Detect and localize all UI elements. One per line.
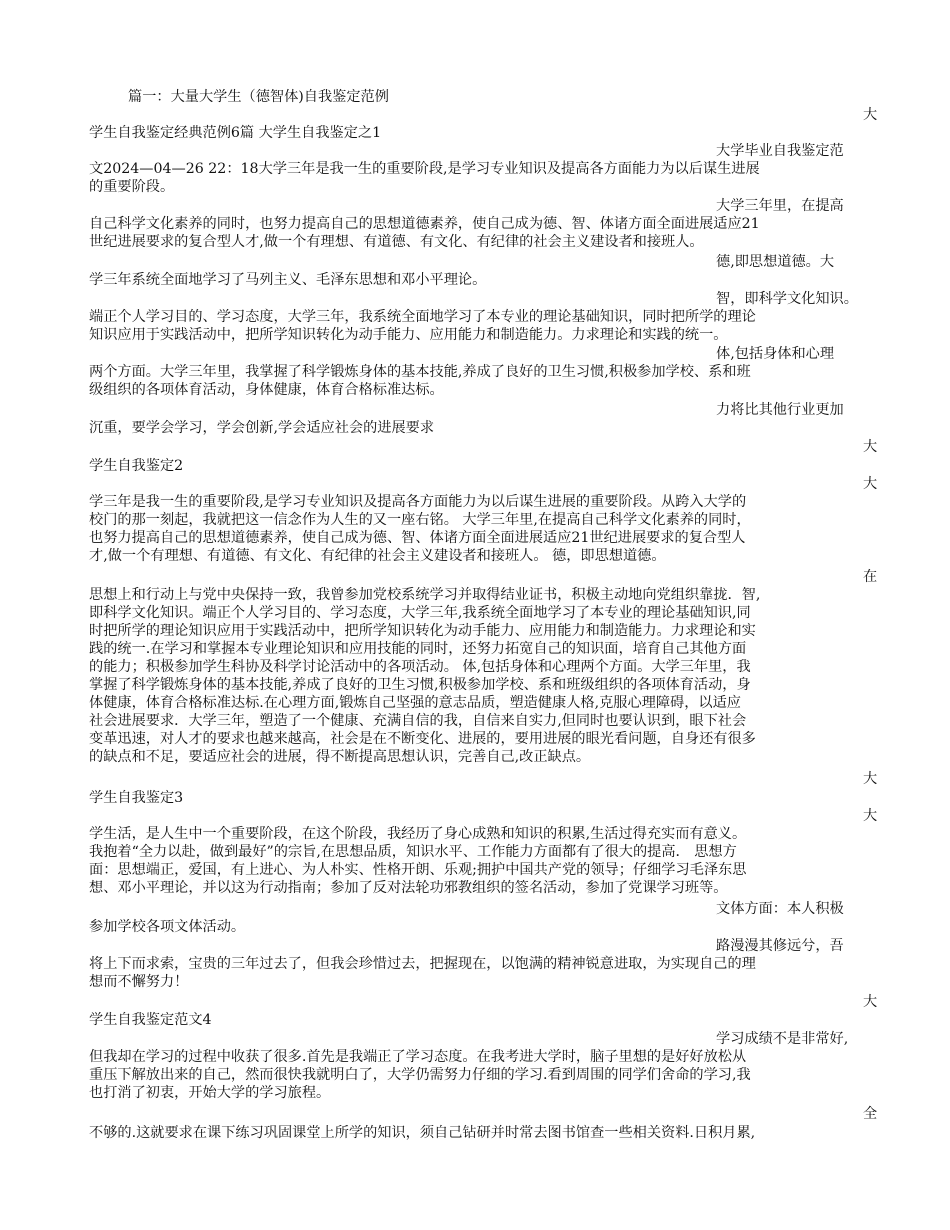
text-line: 变革迅速，对人才的要求也越来越高，社会是在不断变化、进展的，要用进展的眼光看问题，自身还有很多 [89,731,756,747]
text-line: 也打消了初衷，开始大学的学习旅程。 [89,1085,331,1101]
text-line: 校门的那一刻起，我就把这一信念作为人生的又一座右铭。 大学三年里,在提高自己科学文化素养的同时， [89,512,751,528]
text-line: 德,即思想道德。大 [716,254,835,270]
text-line: 端正个人学习目的、学习态度，大学三年，我系统全面地学习了本专业的理论基础知识，同时把所学的理论 [89,309,756,325]
text-line: 的能力；积极参加学生科协及科学讨论活动中的各项活动。 体,包括身体和心理两个方面。大学三年里，我 [89,659,751,675]
text-line: 践的统一.在学习和掌握本专业理论知识和应用技能的同时，还努力拓宽自己的知识面，培育自己其他方面 [89,641,747,657]
text-line: 我抱着“全力以赴，做到最好”的宗旨,在思想品质，知识水平、工作能力方面都有了很大的提高． 思想方 [89,844,737,860]
text-line: 也努力提高自己的思想道德素养，使自己成为德、智、体诸方面全面进展适应21世纪进展要求的复合型人 [89,530,746,546]
text-line: 学生自我鉴定3 [89,790,184,806]
text-line: 学生活，是人生中一个重要阶段，在这个阶段，我经历了身心成熟和知识的积累,生活过得充实而有意义。 [89,826,747,842]
text-line: 面：思想端正，爱国，有上进心、为人朴实、性格开朗、乐观;拥护中国共产党的领导；仔细学习毛泽东思 [89,862,747,878]
text-line: 大 [863,476,878,492]
text-line: 大学毕业自我鉴定范 [716,143,844,159]
text-line: 力将比其他行业更加 [716,402,844,418]
text-line: 体健康，体育合格标准达标.在心理方面,锻炼自己坚强的意志品质，塑造健康人格,克服心理障碍，以适应 [89,695,741,711]
text-line: 的重要阶段。 [89,179,175,195]
text-line: 级组织的各项体育活动，身体健康，体育合格标准达标。 [89,382,444,398]
text-line: 的缺点和不足，要适应社会的进展，得不断提高思想认识，完善自己,改正缺点。 [89,749,591,765]
text-line: 思想上和行动上与党中央保持一致，我曾参加党校系统学习并取得结业证书，积极主动地向党组织靠拢．智, [89,587,761,603]
text-line: 沉重，要学会学习，学会创新,学会适应社会的进展要求 [89,420,435,436]
text-line: 掌握了科学锻炼身体的基本技能,养成了良好的卫生习惯,积极参加学校、系和班级组织的各项体育活动，身 [89,677,751,693]
text-line: 社会进展要求．大学三年，塑造了一个健康、充满自信的我，自信来自实力,但同时也要认识到，眼下社会 [89,713,747,729]
text-line: 文体方面：本人积极 [716,901,844,917]
text-line: 但我却在学习的过程中收获了很多.首先是我端正了学习态度。在我考进大学时，脑子里想的是好好放松从 [89,1049,747,1065]
text-line: 学生自我鉴定经典范例6篇 大学生自我鉴定之1 [89,125,382,141]
text-line: 大 [863,771,878,787]
text-line: 大学三年里，在提高 [716,198,844,214]
text-line: 学三年是我一生的重要阶段,是学习专业知识及提高各方面能力为以后谋生进展的重要阶段。从跨入大学的 [89,494,747,510]
text-line: 大 [863,107,878,123]
text-line: 学习成绩不是非常好, [716,1031,849,1047]
text-line: 世纪进展要求的复合型人才,做一个有理想、有道德、有文化、有纪律的社会主义建设者和接班人。 [89,234,704,250]
text-line: 在 [863,569,878,585]
text-line: 才,做一个有理想、有道德、有文化、有纪律的社会主义建设者和接班人。 德，即思想道德。 [89,548,666,564]
text-line: 知识应用于实践活动中，把所学知识转化为动手能力、应用能力和制造能力。力求理论和实践的统一。 [89,327,728,343]
text-line: 学三年系统全面地学习了马列主义、毛泽东思想和邓小平理论。 [89,272,487,288]
text-line: 即科学文化知识。端正个人学习目的、学习态度，大学三年,我系统全面地学习了本专业的理论基础知识,同 [89,605,751,621]
text-line: 智，即科学文化知识。 [716,291,858,307]
text-line: 两个方面。大学三年里，我掌握了科学锻炼身体的基本技能,养成了良好的卫生习惯,积极参加学校、系和班 [89,364,751,380]
text-line: 不够的.这就要求在课下练习巩固课堂上所学的知识，须自己钻研并时常去图书馆查一些相关资料.日积月累, [89,1125,756,1141]
text-line: 大 [863,994,878,1010]
text-line: 将上下而求索，宝贵的三年过去了，但我会珍惜过去，把握现在，以饱满的精神锐意进取，为实现自己的理 [89,956,756,972]
text-line: 自己科学文化素养的同时，也努力提高自己的思想道德素养，使自己成为德、智、体诸方面全面进展适应21 [89,216,760,232]
text-line: 大 [863,439,878,455]
text-line: 大 [863,808,878,824]
text-line: 想、邓小平理论，并以这为行动指南；参加了反对法轮功邪教组织的签名活动，参加了党课学习班等。 [89,880,728,896]
text-line: 参加学校各项文体活动。 [89,919,246,935]
text-line: 重压下解放出来的自己，然而很快我就明白了，大学仍需努力仔细的学习.看到周围的同学们舍命的学习,我 [89,1067,751,1083]
text-line: 时把所学的理论知识应用于实践活动中，把所学知识转化为动手能力、应用能力和制造能力。力求理论和实 [89,623,756,639]
document-title: 篇一：大量大学生（德智体)自我鉴定范例 [128,89,389,105]
text-line: 想而不懈努力！ [89,974,189,990]
text-line: 学生自我鉴定范文4 [89,1012,212,1028]
text-line: 文2024—04—26 22：18大学三年是我一生的重要阶段,是学习专业知识及提高各方面能力为以后谋生进展 [89,161,760,177]
text-line: 路漫漫其修远兮，吾 [716,938,844,954]
text-line: 全 [863,1106,878,1122]
text-line: 体,包括身体和心理 [716,346,835,362]
text-line: 学生自我鉴定2 [89,458,184,474]
